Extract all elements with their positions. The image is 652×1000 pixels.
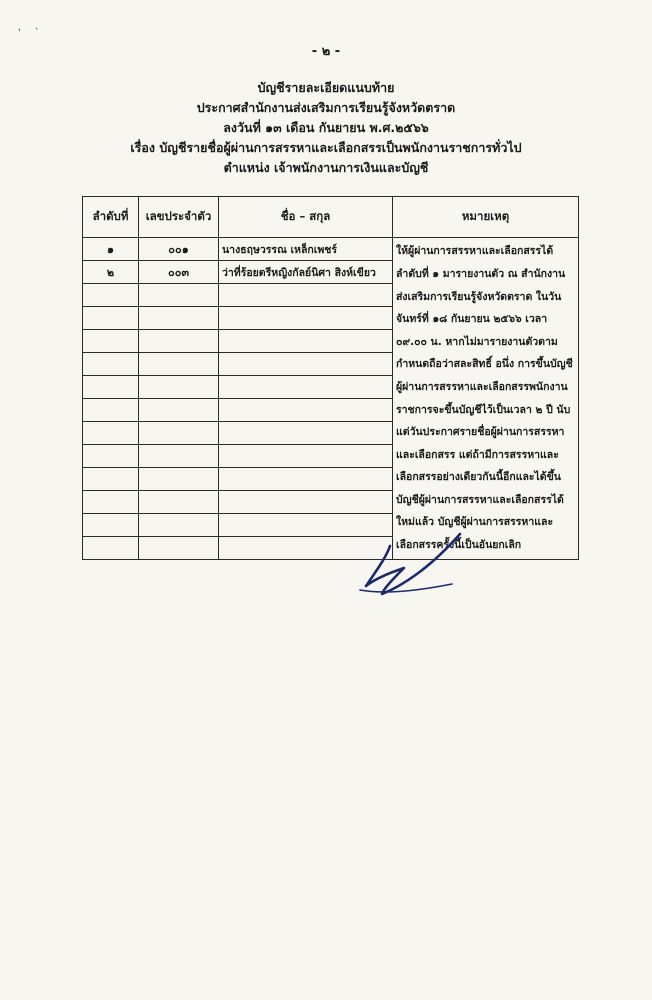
- row-order: ๒: [83, 261, 139, 284]
- table-body: [83, 238, 579, 560]
- empty-cell: [83, 491, 139, 514]
- empty-cell: [83, 353, 139, 376]
- table-row: [83, 238, 579, 261]
- empty-cell: [83, 514, 139, 537]
- empty-cell: [83, 330, 139, 353]
- header-title: บัญชีรายละเอียดแนบท้าย: [257, 80, 395, 95]
- header-announcement: ประกาศสำนักงานส่งเสริมการเรียนรู้จังหวัดตราด: [196, 100, 456, 115]
- empty-cell: [139, 491, 219, 514]
- empty-cell: [219, 353, 393, 376]
- row-name: ว่าที่ร้อยตรีหญิงกัลย์นิศา สิงห์เขียว: [219, 261, 393, 284]
- empty-cell: [219, 445, 393, 468]
- empty-cell: [219, 307, 393, 330]
- empty-cell: [83, 445, 139, 468]
- empty-cell: [219, 376, 393, 399]
- page-number: - ๒ -: [311, 44, 341, 59]
- empty-cell: [139, 445, 219, 468]
- empty-cell: [139, 353, 219, 376]
- header-position: ตำแหน่ง เจ้าพนักงานการเงินและบัญชี: [223, 160, 429, 175]
- row-order: ๑: [83, 238, 139, 261]
- empty-cell: [83, 376, 139, 399]
- row-name: นางธฤษวรรณ เหล็กเพชร์: [219, 238, 393, 261]
- column-header-id: เลขประจำตัว: [139, 197, 219, 238]
- signature-image: [352, 528, 472, 598]
- empty-cell: [139, 284, 219, 307]
- scan-specks: ' `: [18, 28, 40, 38]
- header-date: ลงวันที่ ๑๓ เดือน กันยายน พ.ศ.๒๕๖๖: [223, 120, 429, 135]
- empty-cell: [83, 537, 139, 560]
- empty-cell: [139, 537, 219, 560]
- empty-cell: [139, 307, 219, 330]
- row-id: ๐๐๑: [139, 238, 219, 261]
- empty-cell: [83, 307, 139, 330]
- header-subject: เรื่อง บัญชีรายชื่อผู้ผ่านการสรรหาและเลือกสรรเป็นพนักงานราชการทั่วไป: [130, 140, 522, 155]
- column-header-remarks: หมายเหตุ: [393, 197, 579, 238]
- empty-cell: [219, 468, 393, 491]
- column-header-name: ชื่อ – สกุล: [219, 197, 393, 238]
- empty-cell: [139, 422, 219, 445]
- empty-cell: [219, 422, 393, 445]
- empty-cell: [219, 284, 393, 307]
- empty-cell: [139, 468, 219, 491]
- document-header: [0, 78, 652, 178]
- row-id: ๐๐๓: [139, 261, 219, 284]
- empty-cell: [139, 399, 219, 422]
- table-header-row: [83, 197, 579, 238]
- empty-cell: [139, 514, 219, 537]
- empty-cell: [139, 376, 219, 399]
- empty-cell: [219, 399, 393, 422]
- empty-cell: [219, 491, 393, 514]
- empty-cell: [219, 330, 393, 353]
- column-header-order: ลำดับที่: [83, 197, 139, 238]
- candidate-table: [82, 196, 579, 560]
- empty-cell: [139, 330, 219, 353]
- empty-cell: [83, 468, 139, 491]
- empty-cell: [83, 399, 139, 422]
- empty-cell: [83, 284, 139, 307]
- empty-cell: [83, 422, 139, 445]
- remarks-cell: ให้ผู้ผ่านการสรรหาและเลือกสรรได้ลำดับที่ ๑ มารายงานตัว ณ สำนักงานส่งเสริมการเรียนรู้จังหวัดตราด ในวันจันทร์ที่ ๑๘ กันยายน ๒๕๖๖ เวลา ๐๙.๐๐ น. หากไม่มารายงานตัวตามกำหนดถือว่าสละสิทธิ์ อนึ่ง การขึ้นบัญชีผู้ผ่านการสรรหาและเลือกสรรพนักงานราชการจะขึ้นบัญชีไว้เป็นเวลา ๒ ปี นับแต่วันประกาศรายชื่อผู้ผ่านการสรรหาและเลือกสรร แต่ถ้ามีการสรรหาและเลือกสรรอย่างเดียวกันนี้อีกและได้ขึ้นบัญชีผู้ผ่านการสรรหาและเลือกสรรได้ใหม่แล้ว บัญชีผู้ผ่านการสรรหาและเลือกสรรครั้งนี้เป็นอันยกเลิก: [393, 238, 579, 560]
